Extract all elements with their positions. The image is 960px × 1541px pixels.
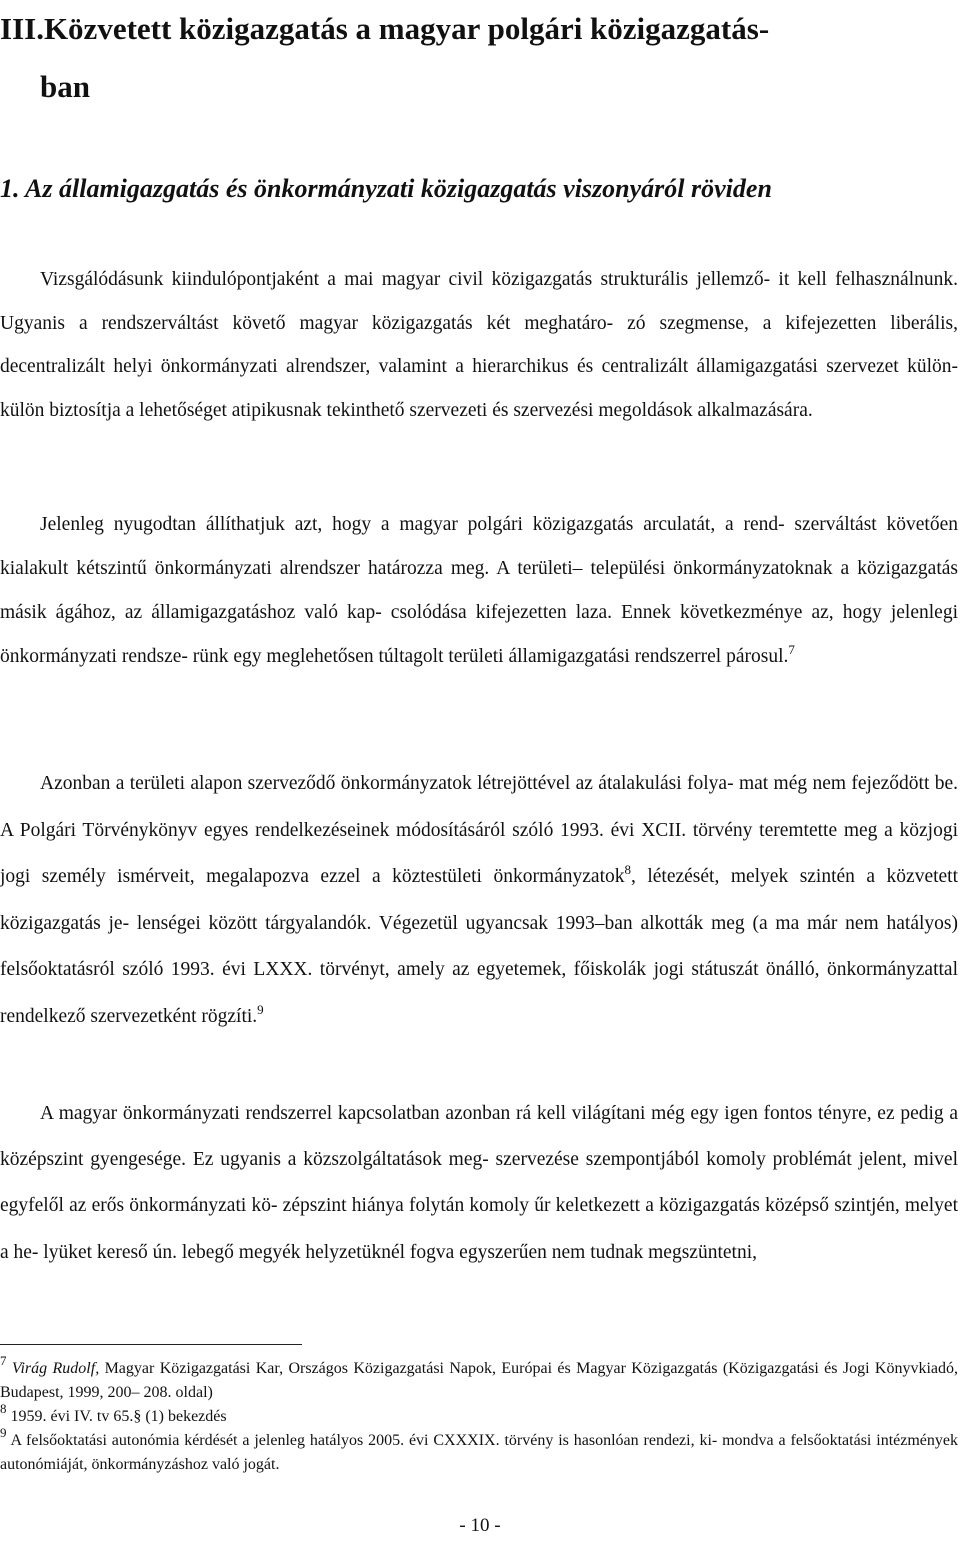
footnote-ref-7[interactable]: 7 [788, 642, 795, 657]
footnote-7 [0, 1353, 959, 1405]
footnote-separator [0, 1344, 302, 1345]
paragraph-3-text-a: Azonban a területi alapon szerveződő önkormányzatok létrejöttével az átalakulási folya- mat még nem fejeződött be. A Polgári Törvénykönyv egyes rendelkezéseinek módosításáról szóló 1993. évi XCII. törvény teremtette meg a közjogi jogi személy ismérveit, megalapozva ezzel a köztestületi önkormányzatok [0, 773, 958, 887]
page-number: - 10 - [459, 1515, 501, 1536]
paragraph-4: A magyar önkormányzati rendszerrel kapcsolatban azonban rá kell világítani még egy igen fontos tényre, ez pedig a középszint gyengesége. Ez ugyanis a közszolgáltatások meg- szervezése szempontjából komoly problémát jelent, mivel egyfelől az erős önkormányzati kö- zépszint hiánya folytán komoly űr keletkezett a közigazgatás középső szintjén, melyet a he- lyüket kereső ún. lebegő megyék helyzetüknél fogva egyszerűen nem tudnak megszüntetni, [0, 1103, 958, 1263]
footnote-9 [0, 1425, 958, 1477]
footnote-8 [0, 1401, 958, 1429]
paragraph-1: Vizsgálódásunk kiindulópontjaként a mai magyar civil közigazgatás strukturális jellemző- it kell felhasználnunk. Ugyanis a rendszerváltást követő magyar közigazgatás két meghatáro- zó szegmense, a kifejezetten liberális, decentralizált helyi önkormányzati alrendszer, valamint a hierarchikus és centralizált államigazgatási szervezet külön-külön biztosítja a lehetőséget atipikusnak tekinthető szervezeti és szervezési megoldások alkalmazására. [0, 269, 958, 421]
paragraph-3 [0, 761, 958, 1040]
footnotes [0, 1353, 959, 1477]
chapter-title-line-1: III.Közvetett közigazgatás a magyar polgári közigazgatás- [0, 11, 770, 46]
chapter-title [0, 0, 958, 116]
footnote-number-7: 7 [0, 1353, 7, 1368]
paragraph-2 [0, 503, 958, 679]
footnote-ref-9[interactable]: 9 [257, 1001, 264, 1017]
footnote-number-8: 8 [0, 1401, 7, 1416]
section-title: 1. Az államigazgatás és önkormányzati közigazgatás viszonyáról röviden [0, 174, 772, 203]
footnote-8-text: 1959. évi IV. tv 65.§ (1) bekezdés [6, 1408, 227, 1425]
footnote-9-text: A felsőoktatási autonómia kérdését a jelenleg hatályos 2005. évi CXXXIX. törvény is hasonlóan rendezi, ki- mondva a felsőoktatási intézmények autonómiáját, önkormányzáshoz való jogát. [0, 1432, 958, 1473]
chapter-title-line-2: ban [40, 69, 90, 104]
paragraph-3-text-b: , létezését, melyek szintén a közvetett közigazgatás je- lenségei között tárgyalandók. Végezetül ugyancsak 1993–ban alkották meg (a ma már nem hatályos) felsőoktatásról szóló 1993. évi LXXX. törvényt, amely az egyetemek, főiskolák jogi státuszát önálló, önkormányzattal rendelkező szervezetként rögzíti. [0, 866, 959, 1027]
footnote-7-author: Virág Rudolf, [11, 1360, 100, 1377]
footnote-number-9: 9 [0, 1425, 7, 1440]
footnote-7-text: Magyar Közigazgatási Kar, Országos Közigazgatási Napok, Európai és Magyar Közigazgatás (Közigazgatási és Jogi Könyvkiadó, Budapest, 1999, 200– 208. oldal) [0, 1360, 959, 1401]
footnote-ref-8[interactable]: 8 [624, 862, 631, 877]
paragraph-2-text: Jelenleg nyugodtan állíthatjuk azt, hogy a magyar polgári közigazgatás arculatát, a rend- szerváltást követően kialakult kétszintű önkormányzati alrendszer határozza meg. A területi– települési önkormányzatoknak a közigazgatás másik ágához, az államigazgatáshoz való kap- csolódása kifejezetten laza. Ennek következménye az, hogy jelenlegi önkormányzati rendsze- rünk egy meglehetősen túltagolt területi államigazgatási rendszerrel párosul. [0, 514, 958, 667]
